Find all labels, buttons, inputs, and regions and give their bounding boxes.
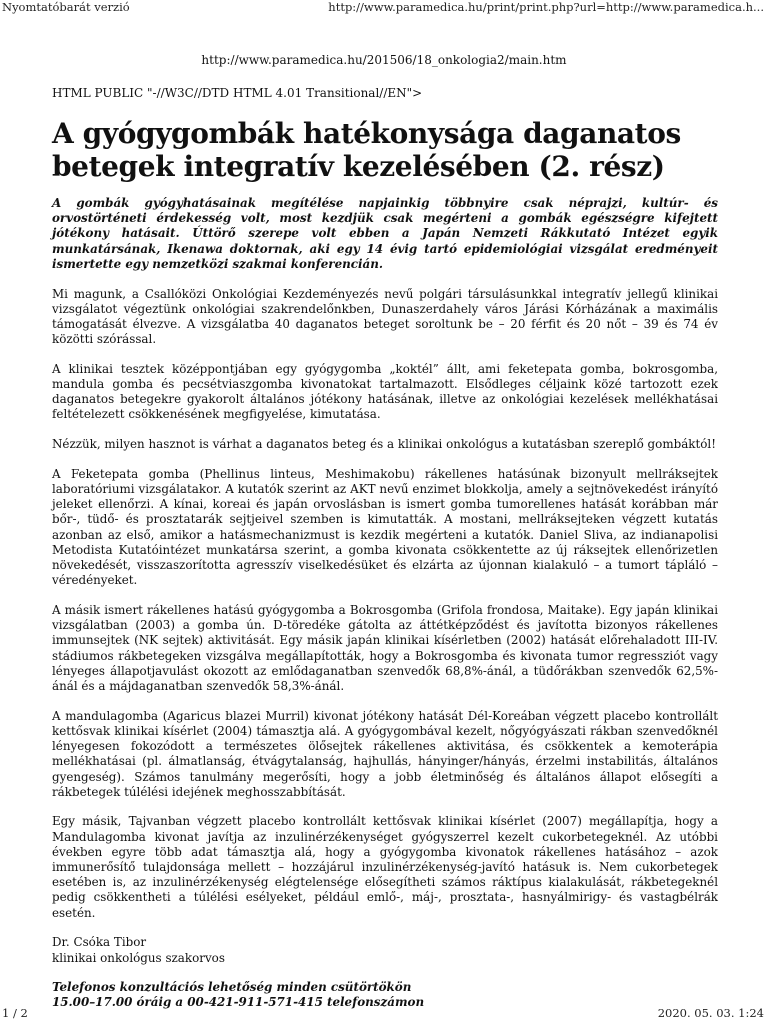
article-paragraph: A klinikai tesztek középpontjában egy gyógygomba „koktél” állt, ami feketepata gomba, bokrosgomba, mandula gomba és pecsétviaszgomba kivonatokat tartalmazott. Elsődleges céljaink közé tartozott ezek daganatos betegekre gyakorolt általános jótékony hatásának, illetve az onkológiai kezelések mellékhatásai feltételezett csökkenésének megfigyelése, kimutatása. <box>52 361 718 422</box>
article-title: A gyógygombák hatékonysága daganatos betegek integratív kezelésében (2. rész) <box>52 117 681 183</box>
print-header-label: Nyomtatóbarát verzió <box>2 0 130 14</box>
author-signature <box>52 935 718 965</box>
article-paragraph: A Feketepata gomba (Phellinus linteus, Meshimakobu) rákellenes hatásúnak bizonyult mellráksejtek laboratóriumi vizsgálatakor. A kutatók szerint az AKT nevű enzimet blokkolja, amely a sejtnövekedést irányító jeleket ellenőrzi. A kínai, koreai és japán orvoslásban is ismert gomba tumorellenes hatását korábban már bőr-, tüdő- és prosztatarák sejtjeivel szemben is kimutatták. A mostani, mellráksejteken végzett kutatás azonban az első, amikor a hatásmechanizmust is kezdik megérteni a kutatók. Daniel Sliva, az indianapolisi Metodista Kutatóintézet munkatársa szerint, a gomba kivonata csökkentette az új ráksejtek ellenőrizetlen növekedését, visszaszorította agresszív viselkedésüket és elzárta az újonnan kialakuló – a tumort tápláló – véredényeket. <box>52 466 718 588</box>
page-url: http://www.paramedica.hu/201506/18_onkologia2/main.htm <box>201 53 567 67</box>
author-name: Dr. Csóka Tibor <box>52 935 147 950</box>
author-role: klinikai onkológus szakorvos <box>52 950 225 965</box>
article-lead: A gombák gyógyhatásainak megítélése napjainkig többnyire csak néprajzi, kultúr- és orvostörténeti érdekesség volt, most kezdjük csak megérteni a gombák egészségre kifejtett jótékony hatásait. Úttörő szerepe volt ebben a Japán Nemzeti Rákkutató Intézet egyik munkatársának, Ikenawa doktornak, aki egy 14 évig tartó epidemiológiai vizsgálat eredményeit ismertette egy nemzetközi szakmai konferencián. <box>52 196 718 271</box>
article-paragraph: Egy másik, Tajvanban végzett placebo kontrollált kettősvak klinikai kísérlet (2007) megállapítja, hogy a Mandulagomba kivonat javítja az inzulinérzékenységet gyógyszerrel kezelt cukorbetegeknél. Az utóbbi években egyre több adat támasztja alá, hogy a gyógygomba kivonatok rákellenes hatásához – azok immunerősítő tulajdonsága mellett – hozzájárul inzulinérzékenység-javító hatásuk is. Nem cukorbetegek esetében is, az inzulinérzékenység elégtelensége elősegítheti számos ráktípus kialakulását, rákbetegeknél pedig csökkentheti a túlélési esélyeket, például emlő-, máj-, prosztata-, hasnyálmirigy- és vastagbélrák esetén. <box>52 814 718 920</box>
contact-line-2: 15.00–17.00 óráig a 00-421-911-571-415 telefonszámon <box>52 995 425 1010</box>
print-datetime: 2020. 05. 03. 1:24 <box>657 1006 764 1020</box>
article-paragraph: Mi magunk, a Csallóközi Onkológiai Kezdeményezés nevű polgári társulásunkkal integratív jellegű klinikai vizsgálatot végeztünk onkológiai szakrendelőnkben, Dunaszerdahely város Járási Kórházának a maximális támogatását élvezve. A vizsgálatba 40 daganatos beteget soroltunk be – 20 férfit és 20 nőt – 39 és 74 év közötti szórással. <box>52 286 718 347</box>
article-paragraph: Nézzük, milyen hasznot is várhat a daganatos beteg és a klinikai onkológus a kutatásban szereplő gombáktól! <box>52 437 717 452</box>
doctype-text: HTML PUBLIC "-//W3C//DTD HTML 4.01 Transitional//EN"> <box>52 86 423 100</box>
article-paragraph: A mandulagomba (Agaricus blazei Murril) kivonat jótékony hatását Dél-Koreában végzett placebo kontrollált kettősvak klinikai kísérlet (2004) támasztja alá. A gyógygombával kezelt, nőgyógyászati rákban szenvedőknél lényegesen fokozódott a természetes ölősejtek rákellenes aktivitása, és csökkentek a kemoterápia mellékhatásai (pl. álmatlanság, étvágytalanság, hajhullás, hányinger/hányás, érzelmi instabilitás, általános gyengeség). Számos tanulmány megerősíti, hogy a jobb életminőség és általános állapot elősegíti a rákbetegek túlélési idejének meghosszabbítását. <box>52 708 718 799</box>
contact-line-1: Telefonos konzultációs lehetőség minden csütörtökön <box>52 980 412 995</box>
article <box>52 86 718 1025</box>
page-number: 1 / 2 <box>2 1006 28 1020</box>
article-paragraph: A másik ismert rákellenes hatású gyógygomba a Bokrosgomba (Grifola frondosa, Maitake). Egy japán klinikai vizsgálatban (2003) a gomba ún. D-töredéke gátolta az áttétképződést és javította bizonyos rákellenes immunsejtek (NK sejtek) aktivitását. Egy másik japán klinikai kísérletben (2002) hatását előrehaladott III-IV. stádiumos rákbetegeken vizsgálva megállapították, hogy a Bokrosgomba és kivonata tumor regressziót vagy lényeges állapotjavulást okozott az emlődaganatban szenvedők 68,8%-ánál, a tüdőrákban szenvedők 62,5%-ánál és a májdaganatban szenvedők 58,3%-ánál. <box>52 602 718 693</box>
contact-info <box>52 980 718 1010</box>
print-header-url: http://www.paramedica.hu/print/print.php?url=http://www.paramedica.h... <box>328 0 764 14</box>
